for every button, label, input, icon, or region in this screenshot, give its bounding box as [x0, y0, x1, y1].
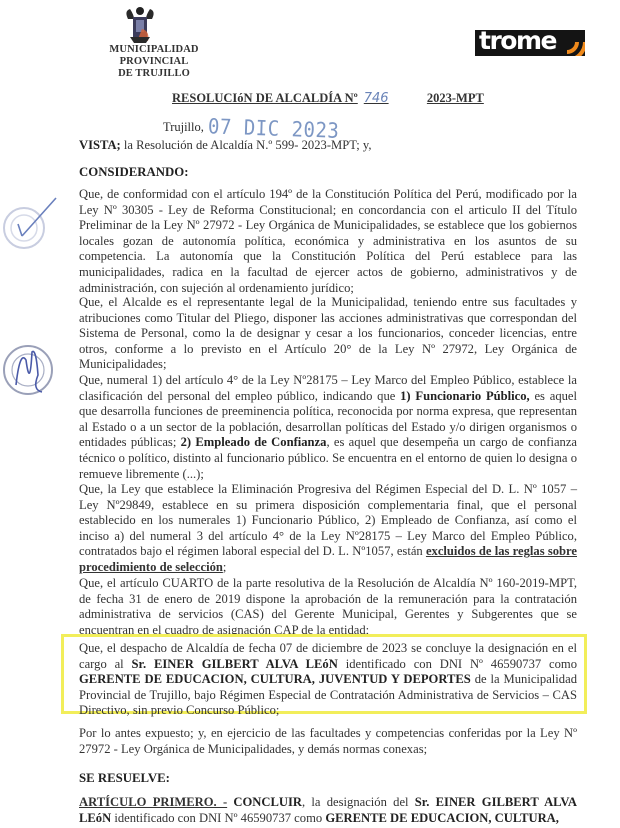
- city-label: Trujillo,: [163, 120, 204, 134]
- trome-brand-logo: [475, 30, 585, 56]
- institution-name: MUNICIPALIDAD PROVINCIAL DE TRUJILLO: [109, 44, 199, 79]
- signature-seal-icon: [2, 330, 62, 410]
- coat-of-arms-icon: [120, 5, 160, 45]
- place-and-date: [163, 114, 340, 144]
- considerando-heading: CONSIDERANDO:: [79, 165, 189, 179]
- se-resuelve-heading: SE RESUELVE:: [79, 771, 170, 785]
- brand-text: trome: [479, 30, 556, 55]
- visa-seal-checkmark-icon: [2, 188, 58, 268]
- date-stamp: 07 DIC 2023: [207, 114, 340, 144]
- paragraph-3: Que, numeral 1) del artículo 4° de la Ley Nº28175 – Ley Marco del Empleo Público, establece la clasificación del personal del empleo público, indicando que 1) Funcionario Público, es aquel que desarrolla funciones de preeminencia política, reconocida por norma expresa, que representan al Estado o a un sector de la población, desarrollan políticas del Estado y/o dirigen organismos o entidades públicas; 2) Empleado de Confianza, es aquel que desempeña un cargo de confianza técnico o político, distinto al funcionario público. Se encuentra en el entorno de quien lo designa o remueve libremente (...);: [79, 373, 578, 481]
- paragraph-4: Que, la Ley que establece la Eliminación Progresiva del Régimen Especial del D. L. Nº 1057 – Ley Nº29849, establece en su primera disposición complementaria final, que el personal establecido en los numerales 1) Funcionario Público, 2) Empleado de Confianza, así como el inciso a) del numeral 3 del artículo 4° de la Ley Nº28175 – Ley Marco del Empleo Público, contratados bajo el régimen laboral especial del D. L. Nº1057, están excluidos de las reglas sobre procedimiento de selección;: [79, 482, 577, 574]
- paragraph-7: Por lo antes expuesto; y, en ejercicio de las facultades y competencias conferidas por la Ley Nº 27972 - Ley Orgánica de Municipalidades, y demás normas conexas;: [79, 726, 577, 756]
- vista-line: VISTA; la Resolución de Alcaldía N.º 599- 2023-MPT; y,: [79, 138, 372, 152]
- article-primero: ARTÍCULO PRIMERO. - CONCLUIR, la designación del Sr. EINER GILBERT ALVA LEóN identificado con DNI Nº 46590737 como GERENTE DE EDUCACION, CULTURA,: [79, 795, 577, 825]
- paragraph-6-highlighted: Que, el despacho de Alcaldía de fecha 07 de diciembre de 2023 se concluye la designación en el cargo al Sr. EINER GILBERT ALVA LEóN identificado con DNI Nº 46590737 como GERENTE DE EDUCACION, CULTURA, JUVENTUD Y DEPORTES de la Municipalidad Provincial de Trujillo, bajo Régimen Especial de Contratación Administrativa de Servicios – CAS Directivo, sin previo Concurso Público;: [79, 641, 578, 718]
- document-title: RESOLUCIóN DE ALCALDÍA Nº 746 2023-MPT: [172, 91, 484, 106]
- paragraph-2: Que, el Alcalde es el representante legal de la Municipalidad, teniendo entre sus facultades y atribuciones como Titular del Pliego, disponer las acciones administrativas que correspondan del Sistema de Personal, como la de designar y cesar a los funcionarios, conceder licencias, entre otros, conforme a lo previsto en el Artículo 20° de la Ley Nº 27972, Ley Orgánica de Municipalidades;: [79, 295, 577, 372]
- paragraph-1: Que, de conformidad con el artículo 194º de la Constitución Política del Perú, modificado por la Ley Nº 30305 - Ley de Reforma Constitucional; en concordancia con el articulo II del Título Preliminar de la Ley Nº 27972 - Ley Orgánica de Municipalidades, se establece que los gobiernos locales gozan de autonomía política, económica y administrativa en los asuntos de su competencia. La autonomía que la Constitución Política del Perú establece para las municipalidades, radica en la facultad de ejercer actos de gobierno, administrativos y de administración, con sujeción al ordenamiento jurídico;: [79, 187, 577, 295]
- paragraph-5: Que, el artículo CUARTO de la parte resolutiva de la Resolución de Alcaldía Nº 160-2019-MPT, de fecha 31 de enero de 2019 dispone la aprobación de la remuneración para la contratación administrativa de servicios (CAS) del Gerente Municipal, Gerentes y Subgerentes que se encuentran en el cuadro de asignación CAP de la entidad;: [79, 576, 577, 637]
- handwritten-resolution-number: 746: [363, 91, 389, 106]
- signal-waves-icon: [563, 30, 585, 56]
